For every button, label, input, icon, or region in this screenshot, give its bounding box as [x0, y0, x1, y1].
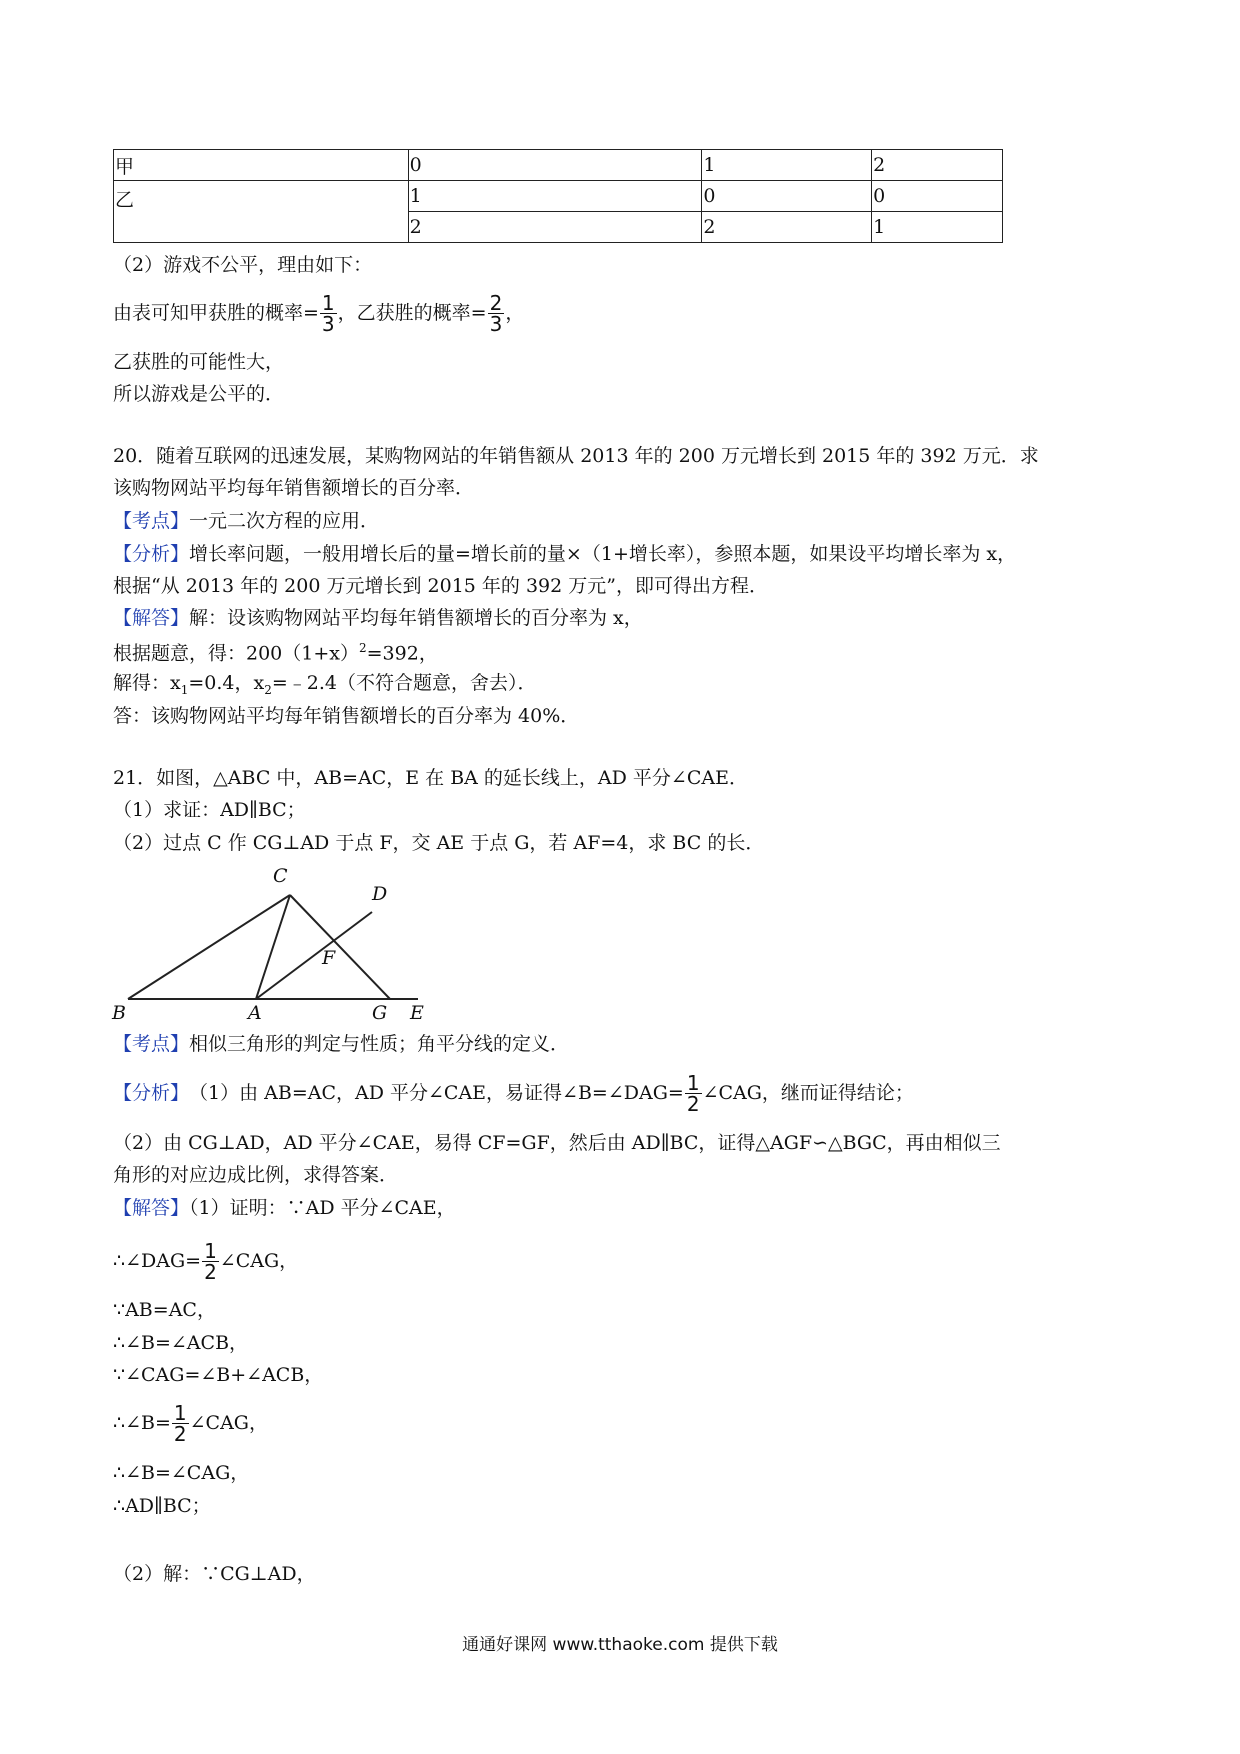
- text-span: =﹣2.4（不符合题意，舍去）．: [271, 672, 537, 694]
- text-span: ∠CAG，: [189, 1412, 268, 1434]
- fraction: [172, 1403, 189, 1444]
- text-line: 根据“从 2013 年的 200 万元增长到 2015 年的 392 万元”，即可得出方程．: [113, 575, 768, 597]
- table-cell: 2: [408, 212, 702, 243]
- fraction: [685, 1073, 702, 1114]
- fraction-numerator: 2: [489, 291, 503, 315]
- probability-line: [113, 293, 524, 334]
- superscript: 2: [359, 641, 367, 655]
- table-cell: 甲: [114, 150, 409, 181]
- fraction: [202, 1241, 219, 1282]
- subscript: 2: [264, 682, 272, 697]
- text-span: 由表可知甲获胜的概率=: [113, 302, 319, 324]
- kaodian-line: [113, 512, 379, 531]
- table-cell: 乙: [114, 181, 409, 243]
- question-20-stem: 20．随着互联网的迅速发展，某购物网站的年销售额从 2013 年的 200 万元增长到 2015 年的 392 万元．求: [113, 445, 1039, 467]
- label-G: G: [372, 1002, 388, 1022]
- kaodian-tag: 【考点】: [113, 510, 190, 532]
- triangle-figure: [110, 862, 430, 1022]
- text-span: （1）由 AB=AC，AD 平分∠CAE，易证得∠B=∠DAG=: [189, 1082, 684, 1104]
- label-C: C: [273, 865, 288, 887]
- text-span: 增长率问题，一般用增长后的量=增长前的量×（1+增长率），参照本题，如果设平均增长率为 x，: [189, 543, 1017, 565]
- proof-step: ∴AD∥BC；: [113, 1495, 211, 1517]
- text-line: （2）游戏不公平，理由如下：: [113, 254, 373, 276]
- text-span: （1）证明：∵AD 平分∠CAE，: [189, 1197, 456, 1219]
- table-row: [114, 150, 1003, 181]
- segment-BC: [128, 895, 290, 999]
- game-result-table: [113, 149, 1003, 243]
- fenxi-line: [113, 1073, 914, 1114]
- label-D: D: [372, 883, 388, 905]
- fraction-denominator: 2: [173, 1422, 187, 1446]
- proof-step: [113, 1403, 268, 1444]
- kaodian-line: [113, 1035, 569, 1054]
- jieda-line: [113, 1199, 456, 1218]
- text-span: 一元二次方程的应用．: [189, 510, 380, 532]
- text-span: ∠CAG，继而证得结论；: [702, 1082, 914, 1104]
- question-20-stem: 该购物网站平均每年销售额增长的百分率．: [113, 477, 475, 499]
- text-line: （2）由 CG⊥AD，AD 平分∠CAE，易得 CF=GF，然后由 AD∥BC，证得△AGF∽△BGC，再由相似三: [113, 1132, 1001, 1154]
- text-line: 所以游戏是公平的．: [113, 383, 285, 405]
- fraction-numerator: 1: [686, 1071, 700, 1095]
- proof-step: （2）解：∵CG⊥AD，: [113, 1563, 316, 1585]
- label-A: A: [248, 1002, 262, 1022]
- segment-CG: [290, 895, 390, 999]
- subscript: 1: [180, 682, 189, 697]
- label-F: F: [322, 947, 336, 969]
- solution-line: [113, 674, 537, 696]
- fraction-denominator: 2: [204, 1260, 217, 1284]
- text-span: ∠CAG，: [219, 1250, 299, 1272]
- fraction: [488, 293, 505, 334]
- fenxi-tag: 【分析】: [113, 1082, 190, 1104]
- table-cell: 0: [702, 181, 872, 212]
- text-line: 角形的对应边成比例，求得答案．: [113, 1164, 399, 1186]
- text-line: 乙获胜的可能性大，: [113, 351, 285, 373]
- proof-step: ∵∠CAG=∠B+∠ACB，: [113, 1364, 324, 1386]
- table-row: [114, 181, 1003, 212]
- table-cell: 0: [872, 181, 1003, 212]
- text-span: 解：设该购物网站平均每年销售额增长的百分率为 x，: [189, 607, 643, 629]
- proof-step: [113, 1241, 298, 1282]
- equation-line: [113, 642, 438, 663]
- fraction-numerator: 1: [321, 291, 335, 315]
- text-span: 解得：x: [113, 672, 181, 694]
- table-cell: 1: [702, 150, 872, 181]
- jieda-tag: 【解答】: [113, 1197, 190, 1219]
- label-B: B: [112, 1002, 126, 1022]
- table-cell: 2: [872, 150, 1003, 181]
- fraction: [320, 293, 337, 334]
- question-21-stem: （1）求证：AD∥BC；: [113, 799, 306, 821]
- text-span: ，: [505, 302, 525, 324]
- proof-step: ∴∠B=∠ACB，: [113, 1332, 249, 1354]
- fraction-numerator: 1: [173, 1401, 187, 1425]
- text-span: ∴∠B=: [113, 1412, 171, 1434]
- segment-AD: [256, 912, 372, 999]
- question-21-stem: （2）过点 C 作 CG⊥AD 于点 F，交 AE 于点 G，若 AF=4，求 BC 的长．: [113, 832, 765, 854]
- kaodian-tag: 【考点】: [113, 1033, 190, 1055]
- table-cell: 1: [872, 212, 1003, 243]
- text-span: 相似三角形的判定与性质；角平分线的定义．: [189, 1033, 570, 1055]
- table-cell: 1: [408, 181, 702, 212]
- fraction-numerator: 1: [204, 1239, 217, 1263]
- label-E: E: [410, 1002, 424, 1022]
- question-21-stem: 21．如图，△ABC 中，AB=AC，E 在 BA 的延长线上，AD 平分∠CAE．: [113, 767, 748, 789]
- text-span: ∴∠DAG=: [113, 1250, 202, 1272]
- page-footer: 通通好课网 www.tthaoke.com 提供下载: [462, 1635, 778, 1655]
- fenxi-tag: 【分析】: [113, 543, 190, 565]
- answer-line: 答：该购物网站平均每年销售额增长的百分率为 40%．: [113, 705, 580, 727]
- jieda-line: [113, 609, 643, 628]
- text-span: ，乙获胜的概率=: [337, 302, 487, 324]
- segment-CA: [256, 895, 290, 999]
- fenxi-line: [113, 545, 1016, 564]
- table-cell: 0: [408, 150, 702, 181]
- fraction-denominator: 3: [321, 312, 335, 336]
- jieda-tag: 【解答】: [113, 607, 190, 629]
- text-span: =0.4，x: [188, 672, 265, 694]
- proof-step: ∴∠B=∠CAG，: [113, 1462, 250, 1484]
- proof-step: ∵AB=AC，: [113, 1299, 216, 1321]
- text-span: =392，: [366, 642, 438, 665]
- text-span: 根据题意，得：200（1+x）: [113, 642, 359, 665]
- fraction-denominator: 2: [686, 1092, 700, 1116]
- fraction-denominator: 3: [489, 312, 503, 336]
- table-cell: 2: [702, 212, 872, 243]
